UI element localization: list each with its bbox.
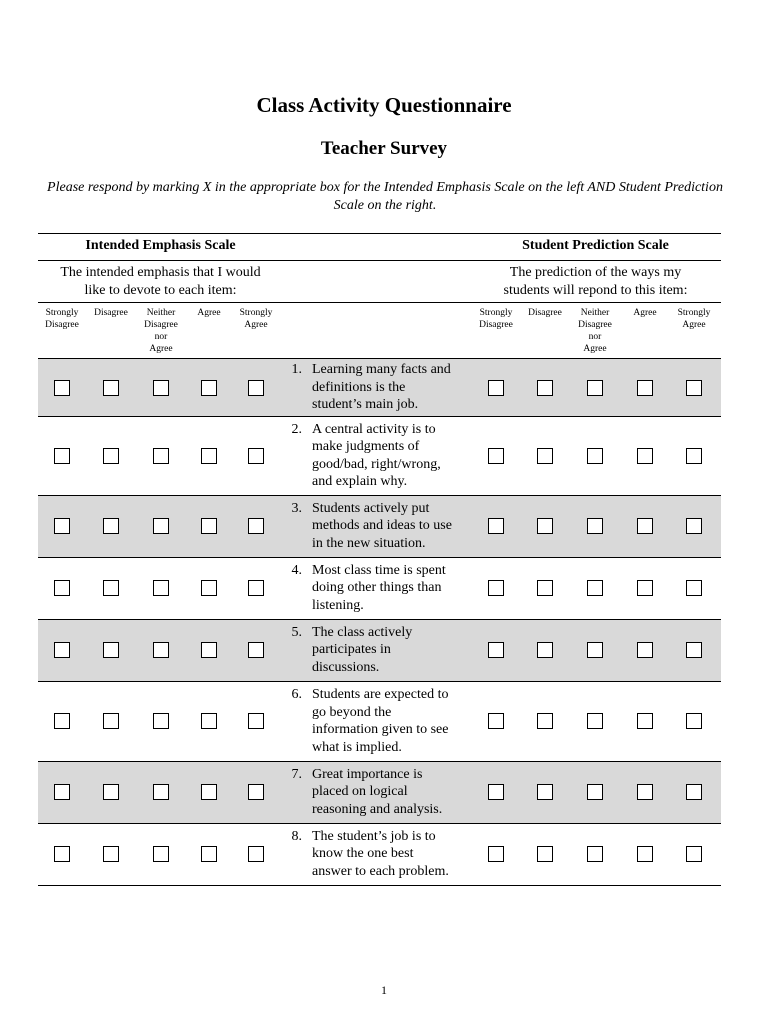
prediction-checkbox[interactable] [686,846,702,862]
prediction-checkbox[interactable] [686,518,702,534]
item-statement-line: The class actively [312,624,413,640]
right-scale-option-line: Agree [682,320,706,330]
table-rule [38,233,721,234]
emphasis-checkbox[interactable] [153,580,169,596]
item-statement-line: student’s main job. [312,397,419,413]
right-scale-heading: Student Prediction Scale [522,238,669,253]
emphasis-checkbox[interactable] [103,713,119,729]
prediction-checkbox[interactable] [587,518,603,534]
emphasis-checkbox[interactable] [201,380,217,396]
table-rule [38,358,721,359]
item-statement [312,421,477,491]
item-statement [312,500,477,553]
emphasis-checkbox[interactable] [103,580,119,596]
item-statement-line: good/bad, right/wrong, [312,456,441,472]
item-statement-line: Students are expected to [312,687,449,702]
table-rule [38,823,721,824]
page-number: 1 [381,983,387,997]
right-scale-option-label [472,307,520,331]
emphasis-checkbox[interactable] [54,580,70,596]
emphasis-checkbox[interactable] [201,642,217,658]
left-scale-option-line: Strongly [45,308,79,318]
item-statement-line: information given to see [312,722,449,737]
prediction-checkbox[interactable] [637,518,653,534]
item-statement [312,624,477,677]
item-statement [312,766,477,819]
left-scale-option-line: Disagree [144,320,178,330]
table-rule [38,495,721,496]
emphasis-checkbox[interactable] [153,846,169,862]
emphasis-checkbox[interactable] [201,713,217,729]
prediction-checkbox[interactable] [686,380,702,396]
table-rule [38,681,721,682]
emphasis-checkbox[interactable] [153,784,169,800]
emphasis-checkbox[interactable] [248,518,264,534]
prediction-checkbox[interactable] [537,846,553,862]
left-scale-option-label [232,307,280,331]
item-number: 1. [291,362,302,378]
item-statement-line: in the new situation. [312,535,426,551]
item-statement-line: and explain why. [312,474,408,489]
emphasis-checkbox[interactable] [201,846,217,862]
emphasis-checkbox[interactable] [248,846,264,862]
prediction-checkbox[interactable] [537,580,553,596]
prediction-checkbox[interactable] [587,380,603,396]
prediction-checkbox[interactable] [686,448,702,464]
emphasis-checkbox[interactable] [153,380,169,396]
item-statement-line: definitions is the [312,379,406,395]
table-rule [38,885,721,886]
right-scale-option-line: nor [588,332,602,342]
table-rule [38,260,721,261]
item-statement [312,361,477,414]
left-scale-description-line: like to devote to each item: [84,283,237,298]
item-number: 4. [291,562,302,578]
left-scale-option-line: Agree [197,308,221,318]
right-scale-option-line: Disagree [479,320,513,330]
item-statement-line: placed on logical [312,784,408,800]
item-number: 5. [291,624,302,640]
left-scale-option-line: nor [154,332,168,342]
item-number: 3. [291,500,302,516]
item-statement [312,828,477,881]
prediction-checkbox[interactable] [587,642,603,658]
emphasis-checkbox[interactable] [248,642,264,658]
right-scale-option-line: Strongly [677,308,711,318]
emphasis-checkbox[interactable] [248,448,264,464]
left-scale-option-line: Neither [146,308,176,318]
table-rule [38,302,721,303]
prediction-checkbox[interactable] [488,846,504,862]
emphasis-checkbox[interactable] [103,448,119,464]
page-subtitle: Teacher Survey [320,138,448,159]
item-statement-line: answer to each problem. [312,863,449,879]
emphasis-checkbox[interactable] [248,580,264,596]
emphasis-checkbox[interactable] [103,380,119,396]
item-statement-line: what is implied. [312,739,402,755]
prediction-checkbox[interactable] [488,380,504,396]
emphasis-checkbox[interactable] [201,580,217,596]
prediction-checkbox[interactable] [686,642,702,658]
instructions: Please respond by marking X in the appropriate box for the Intended Emphasis Scale on the left AND Student Prediction Scale on the right. [47,180,723,213]
emphasis-checkbox[interactable] [103,784,119,800]
left-scale-heading: Intended Emphasis Scale [85,238,236,253]
emphasis-checkbox[interactable] [248,784,264,800]
right-scale-description [470,264,721,300]
item-statement-line: A central activity is to [312,421,436,437]
emphasis-checkbox[interactable] [54,380,70,396]
table-rule [38,416,721,417]
left-scale-option-line: Strongly [239,308,273,318]
prediction-checkbox[interactable] [488,448,504,464]
item-statement-line: listening. [312,597,364,613]
left-scale-option-line: Disagree [45,320,79,330]
prediction-checkbox[interactable] [587,580,603,596]
right-scale-option-label [521,307,569,319]
prediction-checkbox[interactable] [637,448,653,464]
prediction-checkbox[interactable] [686,713,702,729]
item-statement-line: know the one best [312,846,414,862]
item-statement-line: Most class time is spent [312,562,446,578]
left-scale-option-line: Agree [149,344,173,354]
emphasis-checkbox[interactable] [54,846,70,862]
prediction-checkbox[interactable] [488,784,504,800]
table-rule [38,619,721,620]
prediction-checkbox[interactable] [686,580,702,596]
left-scale-option-label [87,307,135,319]
emphasis-checkbox[interactable] [153,518,169,534]
prediction-checkbox[interactable] [637,713,653,729]
prediction-checkbox[interactable] [637,642,653,658]
prediction-checkbox[interactable] [488,642,504,658]
emphasis-checkbox[interactable] [201,518,217,534]
item-statement-line: Students actively put [312,500,430,516]
right-scale-option-line: Neither [580,308,610,318]
emphasis-checkbox[interactable] [248,380,264,396]
item-statement-line: methods and ideas to use [312,518,452,534]
emphasis-checkbox[interactable] [103,642,119,658]
prediction-checkbox[interactable] [637,846,653,862]
item-statement-line: reasoning and analysis. [312,801,443,817]
item-statement-line: discussions. [312,659,380,675]
prediction-checkbox[interactable] [488,518,504,534]
left-scale-option-label [185,307,233,319]
prediction-checkbox[interactable] [537,448,553,464]
prediction-checkbox[interactable] [686,784,702,800]
emphasis-checkbox[interactable] [54,448,70,464]
emphasis-checkbox[interactable] [103,846,119,862]
prediction-checkbox[interactable] [637,380,653,396]
emphasis-checkbox[interactable] [54,642,70,658]
item-statement-line: participates in [312,642,391,658]
prediction-checkbox[interactable] [537,518,553,534]
prediction-checkbox[interactable] [537,380,553,396]
item-number: 6. [291,687,302,702]
item-statement [312,562,477,615]
left-scale-description [38,264,283,300]
emphasis-checkbox[interactable] [54,784,70,800]
right-scale-option-label [621,307,669,319]
item-statement-line: go beyond the [312,704,392,720]
prediction-checkbox[interactable] [637,580,653,596]
emphasis-checkbox[interactable] [248,713,264,729]
right-scale-option-label [571,307,619,355]
emphasis-checkbox[interactable] [201,784,217,800]
right-scale-option-line: Disagree [578,320,612,330]
prediction-checkbox[interactable] [537,713,553,729]
prediction-checkbox[interactable] [587,448,603,464]
item-statement-line: make judgments of [312,439,420,454]
item-statement [312,686,477,756]
right-scale-option-line: Agree [583,344,607,354]
item-number: 7. [291,766,302,782]
emphasis-checkbox[interactable] [153,448,169,464]
right-scale-option-label [670,307,718,331]
emphasis-checkbox[interactable] [153,713,169,729]
prediction-checkbox[interactable] [488,713,504,729]
item-statement-line: The student’s job is to [312,828,436,844]
left-scale-description-line: The intended emphasis that I would [60,265,261,280]
item-statement-line: doing other things than [312,580,442,596]
left-scale-option-label [38,307,86,331]
page-title: Class Activity Questionnaire [256,93,512,117]
item-number: 8. [291,828,302,844]
right-scale-description-line: students will repond to this item: [503,283,688,298]
prediction-checkbox[interactable] [537,642,553,658]
emphasis-checkbox[interactable] [153,642,169,658]
emphasis-checkbox[interactable] [201,448,217,464]
prediction-checkbox[interactable] [488,580,504,596]
right-scale-option-line: Disagree [528,308,562,318]
prediction-checkbox[interactable] [587,784,603,800]
emphasis-checkbox[interactable] [54,713,70,729]
table-rule [38,557,721,558]
right-scale-option-line: Strongly [479,308,513,318]
emphasis-checkbox[interactable] [54,518,70,534]
left-scale-option-line: Agree [244,320,268,330]
table-rule [38,761,721,762]
left-scale-option-label [137,307,185,355]
prediction-checkbox[interactable] [637,784,653,800]
right-scale-option-line: Agree [633,308,657,318]
item-number: 2. [291,421,302,437]
prediction-checkbox[interactable] [537,784,553,800]
prediction-checkbox[interactable] [587,846,603,862]
prediction-checkbox[interactable] [587,713,603,729]
item-statement-line: Great importance is [312,766,423,782]
emphasis-checkbox[interactable] [103,518,119,534]
right-scale-description-line: The prediction of the ways my [509,265,682,280]
left-scale-option-line: Disagree [94,308,128,318]
item-statement-line: Learning many facts and [312,362,451,378]
